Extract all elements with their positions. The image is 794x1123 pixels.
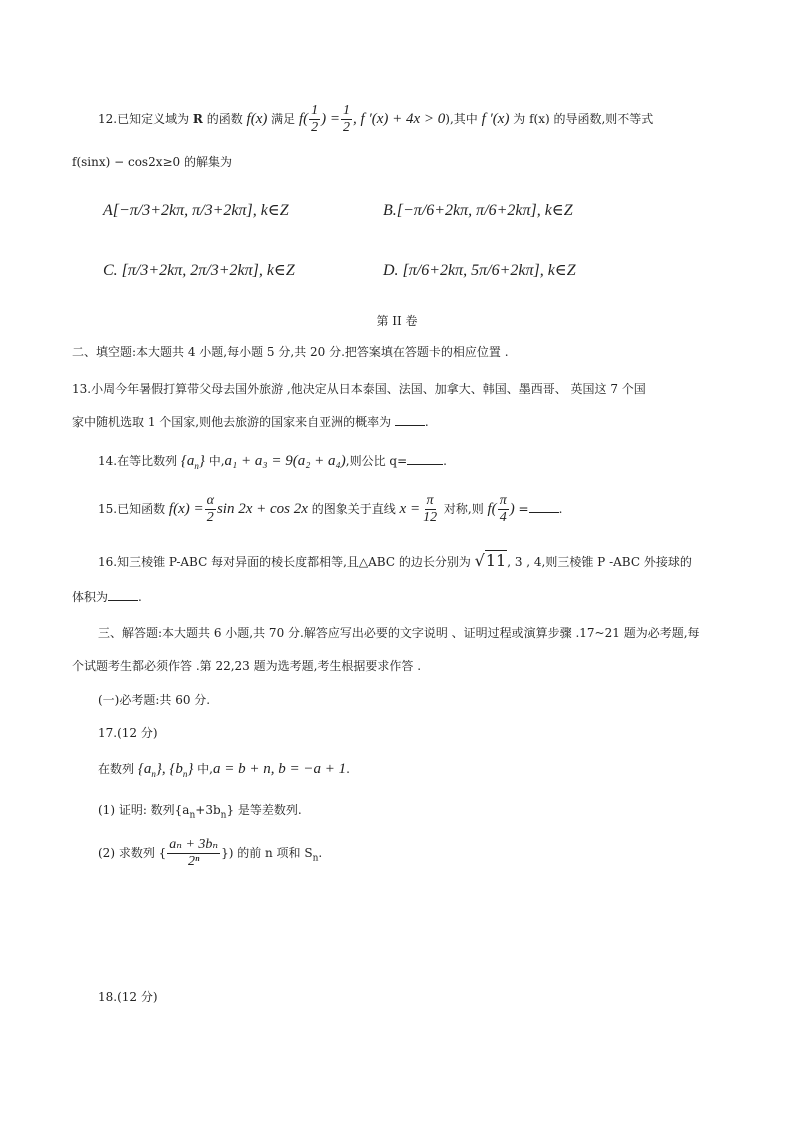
q12-half-den: 2 <box>311 119 319 135</box>
q17-stem <box>98 760 350 780</box>
q12-mid3: ),其中 <box>445 111 482 126</box>
q17-stem-mid: 中, <box>193 762 213 776</box>
q15-frac-pi12 <box>421 494 439 525</box>
section2-intro: 二、填空题:本大题共 4 小题,每小题 5 分,共 20 分.把答案填在答题卡的相应位置 . <box>72 345 509 359</box>
q15-eval <box>487 493 515 525</box>
q15-pi: π <box>426 493 434 508</box>
q12-half <box>309 104 320 135</box>
section3-line2: 个试题考生都必须作答 .第 22,23 题为选考题,考生根据要求作答 . <box>72 659 422 673</box>
q17-p2-c: . <box>318 846 323 861</box>
q17-stem-equation: a = b + n, b = −a + 1 <box>212 761 347 777</box>
q12-cond-eq: ) = <box>321 110 341 127</box>
q15-two: 2 <box>206 509 214 525</box>
q12-mid1: 的函数 <box>202 111 247 126</box>
q13-line1: 13.小周今年暑假打算带父母去国外旅游 ,他决定从日本泰国、法国、加拿大、韩国、墨西哥、 英国这 7 个国 <box>72 382 646 396</box>
q15-rest: sin 2x + cos 2x <box>216 500 308 517</box>
q15-4: 4 <box>499 509 507 525</box>
q16-blank <box>108 588 138 601</box>
q14-end: . <box>443 454 447 468</box>
q12-fx: f(x) <box>246 110 268 127</box>
q12-option-d: D. [π/6+2kπ, 5π/6+2kπ], k∈Z <box>383 262 576 279</box>
q13-end: . <box>424 415 429 429</box>
q15-f: f(x) = <box>168 500 204 517</box>
q15-mid2: 对称,则 <box>440 501 488 516</box>
q14-prefix: 14.在等比数列 <box>98 454 181 468</box>
required-title: (一)必考题:共 60 分. <box>98 693 211 707</box>
q16-sqrt: √11 <box>474 551 507 570</box>
q14-seq <box>181 453 205 469</box>
q16-text-a: 16.知三棱锥 P-ABC 每对异面的棱长度都相等,且△ABC 的边长分别为 <box>98 555 475 569</box>
q14-equation: a₁ + a₃ = 9(a₂ + a₄) <box>224 453 346 469</box>
q17-title: 17.(12 分) <box>98 726 158 740</box>
q17-seq-a: {a <box>137 761 152 777</box>
q15-close: ) <box>509 500 515 517</box>
q14-blank <box>407 452 443 465</box>
q17-p2-b: }) 的前 n 项和 S <box>221 846 313 861</box>
q12-option-c: C. [π/3+2kπ, 2π/3+2kπ], k∈Z <box>103 262 295 279</box>
q17-stem-prefix: 在数列 <box>98 762 138 776</box>
q17-p2-frac <box>167 838 220 869</box>
q12-mid4: 为 f(x) 的导函数,则不等式 <box>509 111 654 126</box>
q15-prefix: 15.已知函数 <box>98 501 169 516</box>
q12-option-a: A[−π/3+2kπ, π/3+2kπ], k∈Z <box>103 202 289 219</box>
q15-f2: f( <box>487 500 497 517</box>
q15-function <box>168 493 308 525</box>
q17-p1-a: (1) 证明: 数列{a <box>98 803 190 817</box>
q12-mid2: 满足 <box>267 111 299 126</box>
q17-seq-b-sub: n <box>182 769 188 779</box>
q16-end: . <box>138 590 142 604</box>
q12-val-den: 2 <box>343 119 351 135</box>
q18-title: 18.(12 分) <box>98 990 158 1004</box>
q14-ask: ,则公比 q= <box>345 454 408 468</box>
q15-alpha: α <box>206 493 214 508</box>
q17-p2-a: (2) 求数列 { <box>98 846 167 861</box>
q14-seq-a: {a <box>180 453 195 469</box>
q13-text: 家中随机选取 1 个国家,则他去旅游的国家来自亚洲的概率为 <box>72 415 395 429</box>
q17-part2 <box>98 838 322 869</box>
q13-blank <box>395 413 425 426</box>
q16-text-c: 体积为 <box>72 590 109 604</box>
section3-line1: 三、解答题:本大题共 6 小题,共 70 分.解答应写出必要的文字说明 、证明过程或演算步骤 .17~21 题为必考题,每 <box>98 626 700 640</box>
q12-prefix: 12.已知定义域为 <box>98 111 193 126</box>
q17-part1 <box>98 803 302 821</box>
q12-R: R <box>192 111 203 126</box>
q16-line1 <box>98 551 692 570</box>
q15-frac-alpha <box>205 494 216 525</box>
q12-fprime: f ′(x) <box>481 110 510 127</box>
q12-half-num: 1 <box>311 103 319 118</box>
q17-p1-c: } 是等差数列. <box>226 803 302 817</box>
q17-seq-a-sub: n <box>151 769 156 779</box>
q14-seq-sub: n <box>194 461 199 471</box>
q14-mid: 中, <box>204 454 225 468</box>
q12-cond-rest: , f ′(x) + 4x > 0 <box>353 110 446 127</box>
q12-line2: f(sinx) − cos2x≥0 的解集为 <box>72 155 232 169</box>
q12-line1 <box>98 104 653 135</box>
q15-end: . <box>558 501 563 516</box>
q14-seq-end: } <box>198 453 205 469</box>
q14-line <box>98 452 447 472</box>
q12-val <box>341 104 352 135</box>
q17-p1-sub1: n <box>189 810 196 821</box>
q17-p2-sub: n <box>312 853 319 864</box>
q15-line-eq <box>399 493 441 525</box>
q15-line <box>98 494 562 525</box>
q17-seq-b: }, {b <box>155 761 183 777</box>
q12-condition <box>299 103 446 135</box>
q16-line2 <box>72 588 142 604</box>
q17-seq-end: } <box>187 761 194 777</box>
q15-pi2: π <box>499 493 507 508</box>
q17-p2-den: 2ⁿ <box>187 853 200 869</box>
q12-val-num: 1 <box>343 103 351 118</box>
q12-option-b: B.[−π/6+2kπ, π/6+2kπ], k∈Z <box>383 202 573 219</box>
q17-p1-sub2: n <box>220 810 227 821</box>
q15-frac-pi4 <box>498 494 509 525</box>
q15-eq: = <box>514 501 529 516</box>
q15-mid: 的图象关于直线 <box>307 501 400 516</box>
q12-cond-f: f( <box>299 110 309 127</box>
q17-p2-num: aₙ + 3bₙ <box>169 837 219 852</box>
q16-text-b: , 3 , 4,则三棱锥 P -ABC 外接球的 <box>507 555 692 569</box>
q17-stem-end: . <box>346 762 350 776</box>
q15-12: 12 <box>423 509 438 525</box>
q16-sqrt-value: 11 <box>485 551 507 570</box>
q15-blank <box>529 500 559 513</box>
section2-title: 第 II 卷 <box>376 314 418 328</box>
q17-seqs <box>138 761 194 777</box>
q15-x: x = <box>399 500 421 517</box>
q17-p1-b: +3b <box>195 803 221 817</box>
q13-line2 <box>72 413 429 429</box>
